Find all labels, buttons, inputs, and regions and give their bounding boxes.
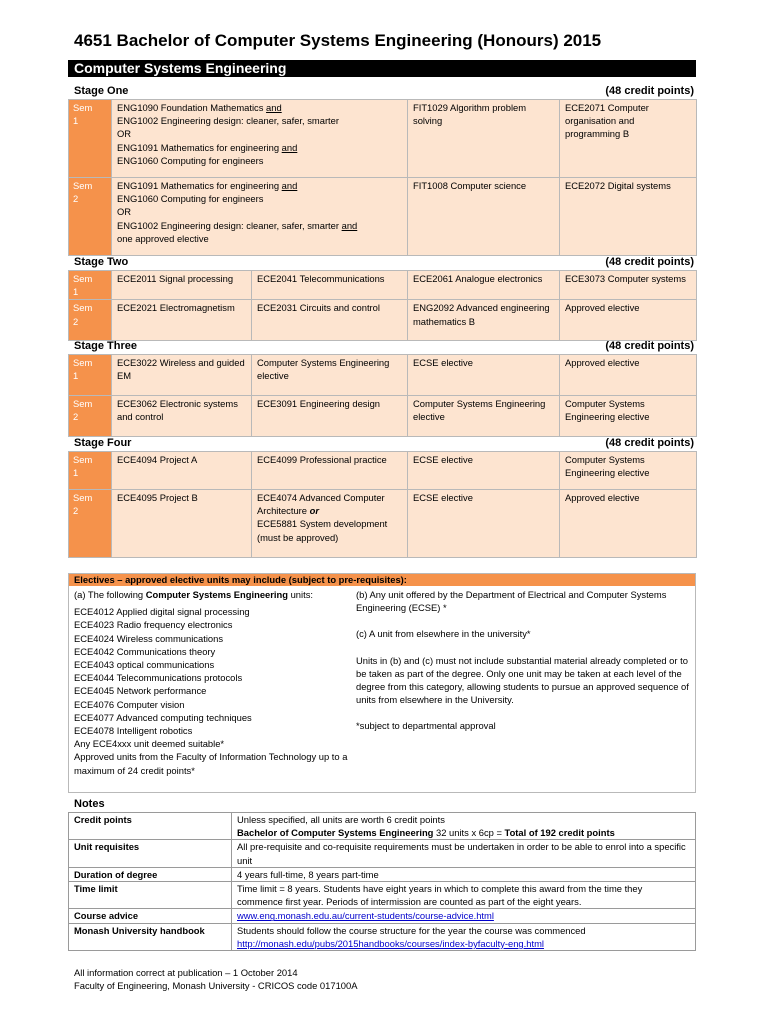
unit-line <box>257 356 402 382</box>
stage-row <box>69 271 697 300</box>
unit-line <box>413 491 554 504</box>
unit-text: ECSE elective <box>413 357 473 368</box>
unit-line <box>413 397 554 423</box>
unit-line <box>413 179 554 192</box>
unit-text: ENG1090 Foundation Mathematics <box>117 102 267 113</box>
units-calc: 32 units x 6cp = <box>433 827 505 839</box>
unit-cell <box>252 271 408 300</box>
unit-text: ECE4074 Advanced Computer Architecture <box>257 492 385 517</box>
electives-note: Units in (b) and (c) must not include substantial material already completed or to be taken as part of the degree. Only one unit may be taken at each level of the degree from this category, allowing students to pursue an approved sequence of units from elsewhere in the University. <box>356 654 689 706</box>
semester-cell <box>69 452 112 490</box>
unit-text: Computer Systems Engineering elective <box>257 357 390 382</box>
unit-cell <box>112 452 252 490</box>
semester-label: Sem <box>73 398 93 409</box>
unit-text: Computer Systems Engineering elective <box>565 398 650 423</box>
unit-text: FIT1008 Computer science <box>413 180 527 191</box>
semester-label: 2 <box>73 193 79 205</box>
unit-conjunction: and <box>281 141 298 153</box>
stage-header <box>68 340 696 353</box>
credit-points-line1: Unless specified, all units are worth 6 credit points <box>237 814 445 825</box>
handbook-text: Students should follow the course structure for the year the course was commenced <box>237 924 586 936</box>
footer-faculty: Faculty of Engineering, Monash University - CRICOS code 017100A <box>74 980 358 992</box>
unit-text: Approved elective <box>565 302 640 314</box>
unit-line <box>117 192 402 205</box>
unit-cell <box>408 271 560 300</box>
unit-text: ECSE elective <box>413 454 473 465</box>
unit-cell <box>112 300 252 341</box>
unit-cell <box>408 490 560 558</box>
unit-text: ECE2072 Digital systems <box>565 180 671 191</box>
notes-value: Time limit = 8 years. Students have eight years in which to complete this award from the time they commence first year. Periods of intermission are counted as part of the eight years. <box>232 882 696 909</box>
unit-line <box>117 301 246 314</box>
stage-table <box>68 270 697 341</box>
unit-text: ENG1091 Mathematics for engineering <box>117 180 282 191</box>
semester-label: 2 <box>73 411 79 423</box>
elective-unit: ECE4043 optical communications <box>74 659 215 671</box>
unit-cell <box>560 355 697 396</box>
unit-cell <box>408 100 560 178</box>
semester-label: 2 <box>73 505 79 517</box>
notes-row <box>69 909 696 923</box>
notes-table <box>68 812 696 951</box>
electives-b: (b) Any unit offered by the Department of Electrical and Computer Systems Engineering (ECSE) * <box>356 589 667 614</box>
stage-table <box>68 99 697 256</box>
semester-label: 1 <box>73 286 79 298</box>
unit-text: one approved elective <box>117 232 209 244</box>
unit-text: ECE4095 Project B <box>117 492 198 503</box>
unit-line <box>117 491 246 504</box>
semester-label: Sem <box>73 454 93 465</box>
stage-credits: (48 credit points) <box>605 85 694 97</box>
notes-value <box>232 923 696 950</box>
elective-unit: Any ECE4xxx unit deemed suitable* <box>74 738 225 750</box>
degree-name: Bachelor of Computer Systems Engineering <box>237 827 434 839</box>
notes-value <box>232 813 696 840</box>
semester-label: 2 <box>73 315 79 327</box>
unit-cell <box>560 178 697 256</box>
electives-right <box>356 588 691 746</box>
unit-line <box>117 272 246 285</box>
stage-credits: (48 credit points) <box>605 340 694 352</box>
unit-line <box>117 179 402 192</box>
unit-line <box>565 397 691 423</box>
stage-credits: (48 credit points) <box>605 437 694 449</box>
unit-cell <box>560 100 697 178</box>
unit-cell <box>408 178 560 256</box>
semester-cell <box>69 178 112 256</box>
unit-line <box>257 272 402 285</box>
unit-text: FIT1029 Algorithm problem solving <box>413 102 527 127</box>
credit-points-line2 <box>237 826 690 839</box>
semester-label: Sem <box>73 357 93 368</box>
unit-text: ENG1002 Engineering design: cleaner, safer, smarter <box>117 219 342 231</box>
unit-text: ECE3073 Computer systems <box>565 273 686 284</box>
unit-line <box>565 301 691 314</box>
notes-label: Time limit <box>69 882 232 909</box>
electives-a-tail: units: <box>287 589 313 600</box>
unit-line <box>117 114 402 127</box>
stage-row <box>69 355 697 396</box>
semester-label: Sem <box>73 492 93 503</box>
unit-cell <box>408 355 560 396</box>
unit-cell <box>112 355 252 396</box>
stage-name: Stage Two <box>74 256 129 268</box>
unit-line <box>565 453 691 479</box>
unit-text: Approved elective <box>565 492 640 503</box>
unit-cell <box>252 300 408 341</box>
unit-text: ECE3091 Engineering design <box>257 398 381 409</box>
unit-text: ECE3062 Electronic systems and control <box>117 398 238 423</box>
unit-text: ECE2061 Analogue electronics <box>413 273 543 284</box>
notes-row <box>69 867 696 881</box>
unit-line <box>413 101 554 127</box>
unit-line <box>257 301 402 314</box>
unit-cell <box>408 300 560 341</box>
semester-label: Sem <box>73 273 93 284</box>
unit-cell <box>408 396 560 437</box>
elective-unit-list <box>74 605 354 777</box>
electives-footnote: *subject to departmental approval <box>356 720 496 732</box>
unit-text: ECE4099 Professional practice <box>257 454 387 465</box>
semester-cell <box>69 396 112 437</box>
electives-c: (c) A unit from elsewhere in the university* <box>356 628 531 640</box>
footer <box>74 966 357 992</box>
unit-cell <box>252 490 408 558</box>
unit-cell <box>560 396 697 437</box>
unit-text: Computer Systems Engineering elective <box>413 398 546 423</box>
unit-cell <box>112 271 252 300</box>
unit-line <box>257 453 402 466</box>
footer-publication-date: All information correct at publication – 1 October 2014 <box>74 967 298 978</box>
unit-conjunction: and <box>341 219 358 231</box>
unit-line <box>413 453 554 466</box>
notes-row <box>69 923 696 950</box>
unit-line <box>117 232 402 245</box>
unit-line <box>413 356 554 369</box>
notes-row <box>69 840 696 867</box>
unit-text: ENG2092 Advanced engineering mathematics B <box>413 302 550 327</box>
stage-name: Stage One <box>74 85 129 97</box>
notes-value <box>232 909 696 923</box>
unit-line <box>413 301 554 327</box>
notes-heading: Notes <box>74 798 105 810</box>
semester-cell <box>69 355 112 396</box>
unit-line <box>117 356 246 382</box>
unit-cell <box>252 396 408 437</box>
unit-text: ECE4094 Project A <box>117 454 198 465</box>
stage-header <box>68 437 696 450</box>
unit-cell <box>112 100 408 178</box>
stage-row <box>69 396 697 437</box>
elective-unit: ECE4045 Network performance <box>74 685 207 697</box>
elective-unit: ECE4024 Wireless communications <box>74 632 224 644</box>
unit-conjunction: and <box>281 180 298 191</box>
unit-text: ECE2031 Circuits and control <box>257 302 380 314</box>
page-title: 4651 Bachelor of Computer Systems Engineering (Honours) 2015 <box>74 31 602 50</box>
stage-credits: (48 credit points) <box>605 256 694 268</box>
unit-text: OR <box>117 128 132 140</box>
unit-line <box>117 397 246 423</box>
stage-table <box>68 354 697 437</box>
notes-value: 4 years full-time, 8 years part-time <box>232 867 696 881</box>
unit-line <box>117 219 402 232</box>
semester-label: Sem <box>73 180 93 191</box>
unit-conjunction: and <box>266 102 282 113</box>
course-advice-link[interactable]: www.eng.monash.edu.au/current-students/course-advice.html <box>237 910 494 922</box>
electives-a-intro-text: (a) The following <box>74 589 146 600</box>
elective-unit: ECE4044 Telecommunications protocols <box>74 672 243 684</box>
notes-row <box>69 882 696 909</box>
unit-cell <box>408 452 560 490</box>
unit-line <box>565 179 691 192</box>
stage-row <box>69 100 697 178</box>
unit-line <box>117 101 402 114</box>
stage-name: Stage Three <box>74 340 137 352</box>
stage-header <box>68 85 696 98</box>
discipline-banner: Computer Systems Engineering <box>68 60 696 77</box>
unit-cell <box>112 178 408 256</box>
unit-text: ECE2041 Telecommunications <box>257 273 385 284</box>
unit-text: Computer Systems Engineering elective <box>565 454 650 479</box>
unit-text: ENG1060 Computing for engineers <box>117 193 264 205</box>
total-credits: Total of 192 credit points <box>504 827 615 839</box>
unit-cell <box>252 355 408 396</box>
notes-label: Course advice <box>69 909 232 923</box>
unit-cell <box>112 490 252 558</box>
elective-unit: ECE4077 Advanced computing techniques <box>74 711 252 723</box>
unit-text: ECE5881 System development (must be approved) <box>257 518 388 543</box>
stage-row <box>69 452 697 490</box>
unit-text: ECE3022 Wireless and guided EM <box>117 357 245 382</box>
unit-text: ECSE elective <box>413 492 473 503</box>
semester-cell <box>69 300 112 341</box>
elective-unit: ECE4012 Applied digital signal processing <box>74 606 250 618</box>
unit-line <box>117 141 402 154</box>
semester-label: 1 <box>73 115 79 127</box>
notes-label: Unit requisites <box>69 840 232 867</box>
stage-row <box>69 178 697 256</box>
unit-line <box>565 356 691 369</box>
unit-line <box>117 154 402 167</box>
unit-line <box>257 517 402 543</box>
unit-line <box>117 453 246 466</box>
semester-label: 1 <box>73 370 79 382</box>
electives-heading: Electives – approved elective units may include (subject to pre-requisites): <box>69 574 695 586</box>
unit-line <box>257 397 402 410</box>
stage-table <box>68 451 697 558</box>
handbook-link[interactable]: http://monash.edu/pubs/2015handbooks/courses/index-byfaculty-eng.html <box>237 937 544 949</box>
unit-line <box>257 491 402 517</box>
unit-cell <box>560 452 697 490</box>
stage-row <box>69 490 697 558</box>
elective-unit: ECE4042 Communications theory <box>74 645 216 657</box>
notes-value: All pre-requisite and co-requisite requirements must be undertaken in order to be able to enrol into a specific unit <box>232 840 696 867</box>
stage-name: Stage Four <box>74 437 132 449</box>
unit-text: ENG1002 Engineering design: cleaner, safer, smarter <box>117 115 339 127</box>
elective-unit: ECE4078 Intelligent robotics <box>74 725 193 737</box>
unit-line <box>565 272 691 285</box>
unit-text: ECE2011 Signal processing <box>117 273 234 284</box>
semester-cell <box>69 490 112 558</box>
unit-line <box>117 205 402 218</box>
unit-line <box>117 127 402 140</box>
elective-unit: ECE4076 Computer vision <box>74 698 185 710</box>
electives-a-intro <box>74 588 354 601</box>
semester-cell <box>69 100 112 178</box>
unit-text: ECE2021 Electromagnetism <box>117 302 235 314</box>
unit-line <box>413 272 554 285</box>
elective-unit: ECE4023 Radio frequency electronics <box>74 619 233 631</box>
unit-text: ENG1060 Computing for engineers <box>117 154 264 166</box>
semester-label: Sem <box>73 302 93 314</box>
unit-line <box>565 491 691 504</box>
unit-text: ENG1091 Mathematics for engineering <box>117 141 282 153</box>
electives-a-bold: Computer Systems Engineering <box>145 589 288 600</box>
notes-label: Monash University handbook <box>69 923 232 950</box>
unit-cell <box>252 452 408 490</box>
elective-unit: Approved units from the Faculty of Information Technology up to a maximum of 24 credit points* <box>74 751 348 776</box>
electives-box <box>68 573 696 793</box>
unit-text: OR <box>117 206 132 218</box>
notes-label: Duration of degree <box>69 867 232 881</box>
stage-row <box>69 300 697 341</box>
unit-text: ECE2071 Computer organisation and programming B <box>565 102 649 140</box>
unit-text: Approved elective <box>565 357 640 368</box>
notes-row <box>69 813 696 840</box>
semester-label: 1 <box>73 467 79 479</box>
unit-cell <box>560 490 697 558</box>
electives-list-a <box>74 588 354 777</box>
unit-cell <box>560 271 697 300</box>
unit-conjunction: or <box>309 505 319 517</box>
semester-label: Sem <box>73 102 93 113</box>
semester-cell <box>69 271 112 300</box>
unit-cell <box>112 396 252 437</box>
notes-label: Credit points <box>69 813 232 840</box>
unit-cell <box>560 300 697 341</box>
unit-line <box>565 101 691 141</box>
stage-header <box>68 256 696 269</box>
